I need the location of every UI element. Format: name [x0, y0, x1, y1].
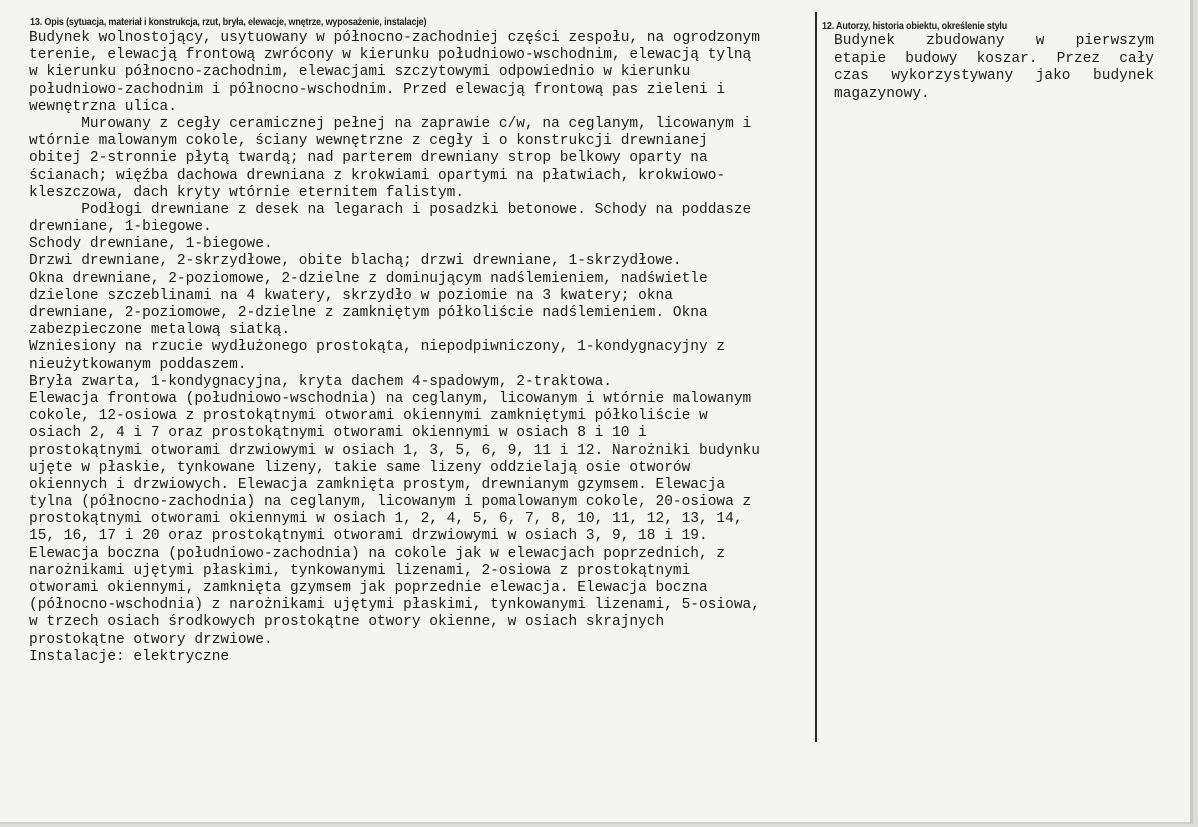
description-line: narożnikami ujętymi płaskimi, tynkowanymi lizenami, 2-osiowa z prostokątnymi	[29, 562, 691, 579]
section-13-header: 13. Opis (sytuacja, materiał i konstrukcja, rzut, bryła, elewacje, wnętrze, wyposażenie, instalacje)	[30, 16, 427, 28]
description-line: drewniane, 1-biegowe.	[29, 219, 212, 236]
section-12-header: 12. Autorzy, historia obiektu, określenie stylu	[822, 20, 1008, 32]
history-line	[834, 68, 1154, 86]
description-line: Schody drewniane, 1-biegowe.	[29, 236, 273, 253]
history-word: zbudowany	[926, 33, 1005, 49]
description-line: Wzniesiony na rzucie wydłużonego prostokąta, niepodpiwniczony, 1-kondygnacyjny z	[29, 339, 726, 356]
description-line: wtórnie malowanym cokole, ściany wewnętrzne z cegły i o konstrukcji drewnianej	[29, 133, 708, 150]
history-word: pierwszym	[1075, 33, 1154, 49]
description-line: wewnętrzna ulica.	[29, 98, 177, 115]
description-line: Murowany z cegły ceramicznej pełnej na zaprawie c/w, na ceglanym, licowanym i	[29, 115, 752, 132]
history-word: czas	[834, 68, 869, 84]
description-line: w trzech osiach środkowych prostokątne otwory okienne, w osiach skrajnych	[29, 614, 665, 631]
history-line	[834, 51, 1154, 69]
description-line: okiennych i drzwiowych. Elewacja zamknięta prostym, drewnianym gzymsem. Elewacja	[29, 476, 726, 493]
description-line: prostokątne otwory drzwiowe.	[29, 631, 273, 648]
description-line: nieużytkowanym poddaszem.	[29, 356, 247, 373]
description-line: kleszczowa, dach kryty wtórnie eternitem falistym.	[29, 184, 465, 201]
history-word: koszar.	[976, 50, 1038, 67]
history-word: etapie	[834, 50, 887, 67]
description-line: w kierunku północno-zachodnim, elewacjami szczytowymi odpowiednio w kierunku	[29, 64, 691, 81]
history-line: magazynowy.	[834, 85, 930, 102]
description-text	[29, 30, 809, 666]
history-text	[834, 33, 1154, 103]
description-line: 15, 16, 17 i 20 oraz prostokątnymi otworami drzwiowymi w osiach 3, 9, 18 i 19.	[29, 528, 708, 545]
description-line: ujęte w płaskie, tynkowane lizeny, takie same lizeny oddzielają osie otworów	[29, 459, 691, 476]
description-line: Okna drewniane, 2-poziomowe, 2-dzielne z dominującym nadślemieniem, nadświetle	[29, 270, 708, 287]
history-word: Budynek	[834, 33, 895, 49]
description-line: otworami okiennymi, zamknięta gzymsem jak poprzednie elewacja. Elewacja boczna	[29, 580, 708, 596]
description-line: Instalacje: elektryczne	[29, 648, 230, 665]
description-line: cokole, 12-osiowa z prostokątnymi otworami okiennymi zamkniętymi półkoliście w	[29, 408, 708, 425]
description-line: terenie, elewacją frontową zwrócony w kierunku południowo-wschodnim, elewacją tylną	[29, 47, 752, 64]
description-line: prostokątnymi otworami okiennymi w osiach 1, 2, 4, 5, 6, 7, 8, 10, 11, 12, 13, 14,	[29, 511, 743, 528]
description-line: Drzwi drewniane, 2-skrzydłowe, obite blachą; drzwi drewniane, 1-skrzydłowe.	[29, 253, 682, 270]
description-line: tylna (północno-zachodnia) na ceglanym, licowanym i pomalowanym cokole, 20-osiowa z	[29, 494, 752, 511]
description-line: obitej 2-stronnie płytą twardą; nad parterem drewniany strop belkowy oparty na	[29, 150, 708, 167]
history-line	[834, 33, 1154, 51]
description-line: ścianach; więźba dachowa drewniana z krokwiami opartymi na płatwiach, krokwiowo-	[29, 167, 726, 184]
history-word: budowy	[905, 50, 958, 67]
description-line: prostokątnymi otworami drzwiowymi w osiach 1, 3, 5, 6, 9, 11 i 12. Narożniki budynku	[29, 442, 760, 459]
description-line: Budynek wolnostojący, usytuowany w północno-zachodniej części zespołu, na ogrodzonym	[29, 30, 760, 46]
description-line: (północno-wschodnia) z narożnikami ujętymi płaskimi, tynkowanymi lizenami, 5-osiowa,	[29, 597, 760, 614]
history-word: wykorzystywany	[891, 68, 1014, 84]
history-word: Przez	[1056, 50, 1101, 67]
history-word: w	[1035, 33, 1045, 49]
description-line: osiach 2, 4 i 7 oraz prostokątnymi otworami okiennymi w osiach 8 i 10 i	[29, 425, 647, 442]
history-word: budynek	[1093, 68, 1154, 84]
history-word: jako	[1035, 68, 1071, 84]
column-divider	[815, 12, 817, 742]
description-line: Elewacja frontowa (południowo-wschodnia) na ceglanym, licowanym i wtórnie malowanym	[29, 390, 752, 407]
description-line: dzielone szczeblinami na 4 kwatery, skrzydło w poziomie na 3 kwatery; okna	[29, 287, 673, 304]
description-line: południowo-zachodnim i północno-wschodnim. Przed elewacją frontową pas zieleni i	[29, 81, 726, 98]
description-line: drewniane, 2-poziomowe, 2-dzielne z zamkniętym półkoliście nadślemieniem. Okna	[29, 305, 708, 321]
history-word: cały	[1119, 50, 1154, 67]
description-line: Elewacja boczna (południowo-zachodnia) na cokole jak w elewacjach poprzednich, z	[29, 545, 726, 562]
description-line: Bryła zwarta, 1-kondygnacyjna, kryta dachem 4-spadowym, 2-traktowa.	[29, 373, 612, 390]
description-line: zabezpieczone metalową siatką.	[29, 322, 291, 339]
description-line: Podłogi drewniane z desek na legarach i posadzki betonowe. Schody na poddasze	[29, 201, 752, 218]
